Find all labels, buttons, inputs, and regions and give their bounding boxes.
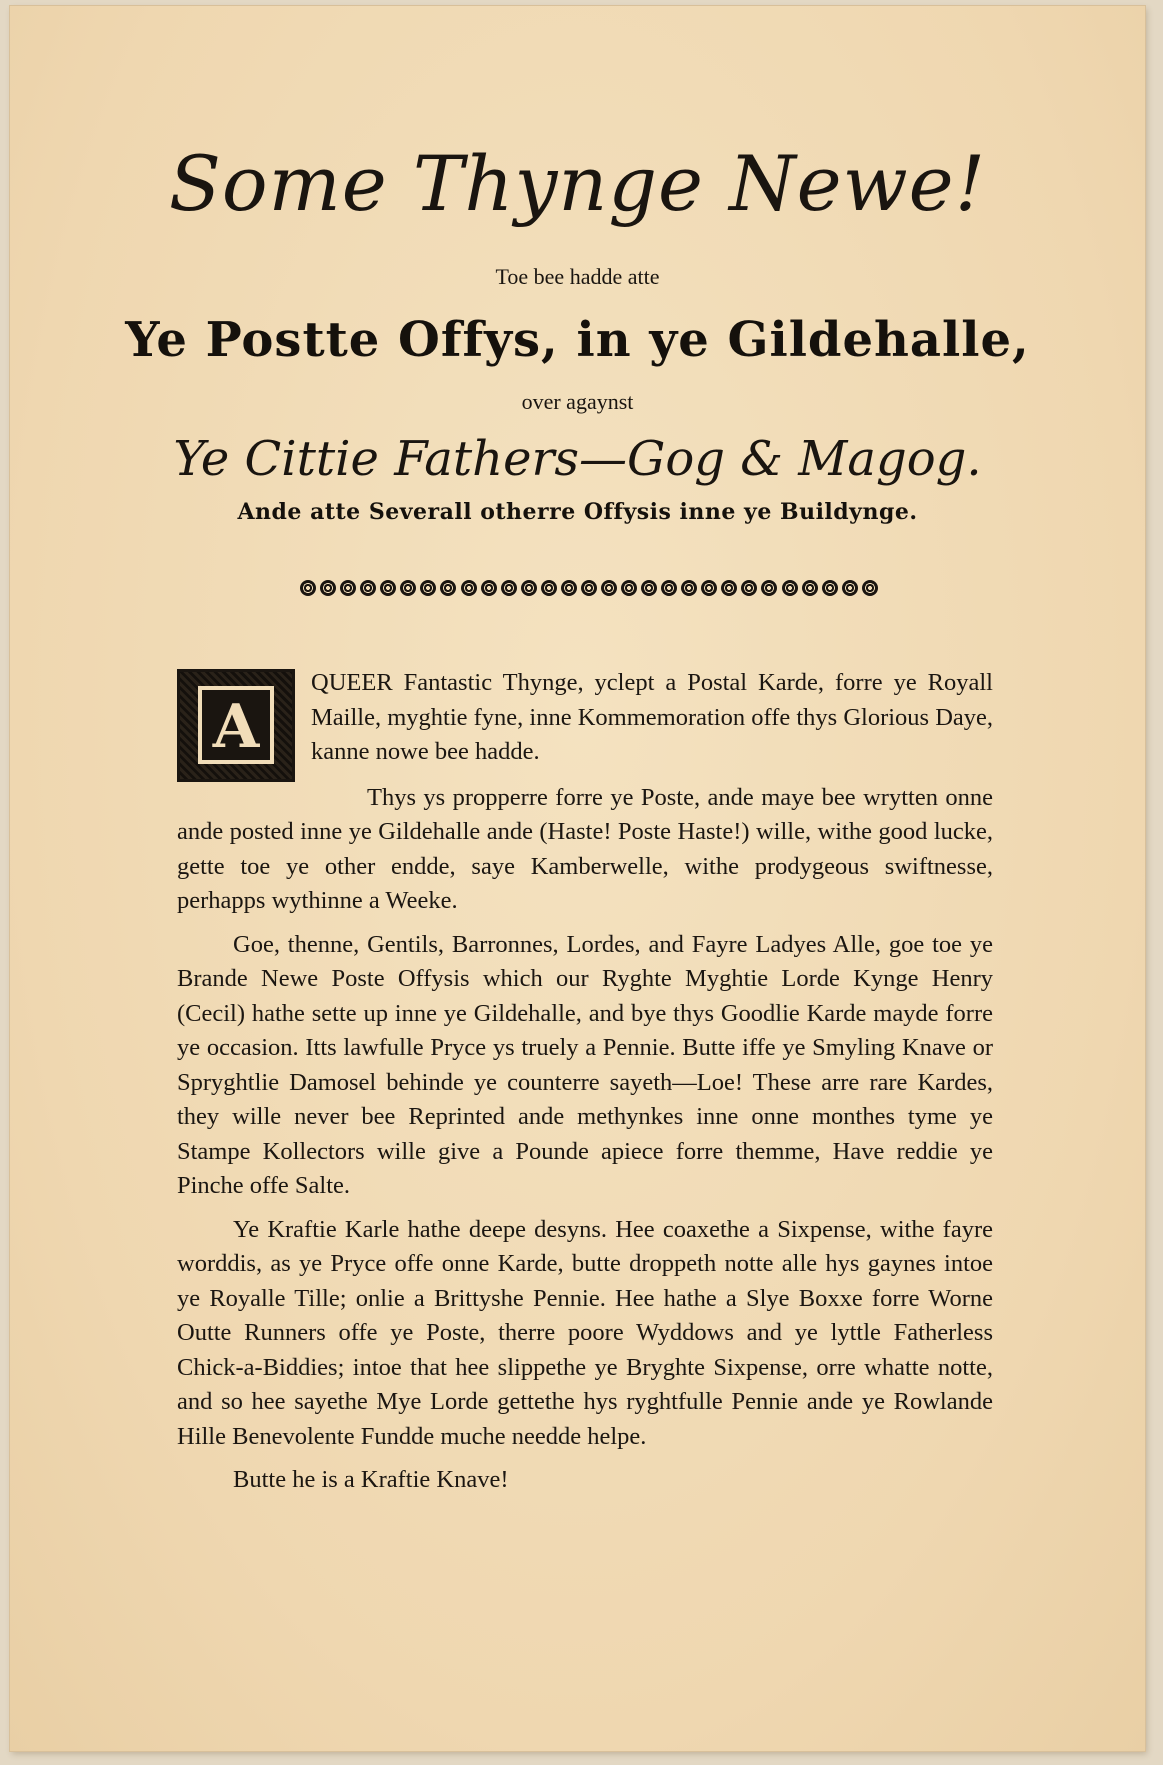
decorated-initial-icon — [177, 669, 295, 782]
ornament-ring-icon — [822, 580, 838, 596]
over-against-line: over agaynst — [521, 389, 634, 414]
post-office-location: Ye Postte Offys, in ye Gildehalle, — [125, 312, 1030, 368]
ornament-ring-icon — [521, 580, 537, 596]
ornament-ring-icon — [320, 580, 336, 596]
ornament-ring-icon — [501, 580, 517, 596]
decorated-initial-letter: A — [212, 692, 260, 762]
ornament-ring-icon — [561, 580, 577, 596]
ornament-ring-icon — [420, 580, 436, 596]
ornament-ring-icon — [481, 580, 497, 596]
ornament-ring-icon — [300, 580, 316, 596]
ornament-ring-icon — [701, 580, 717, 596]
ornament-ring-icon — [340, 580, 356, 596]
ornament-ring-icon — [782, 580, 798, 596]
ornament-ring-icon — [842, 580, 858, 596]
ornament-ring-icon — [601, 580, 617, 596]
ornament-ring-icon — [862, 580, 878, 596]
closing-line: Butte he is a Kraftie Knave! — [233, 1466, 509, 1493]
paragraph-1 — [177, 666, 993, 770]
handbill-sheet — [10, 6, 1145, 1751]
ornament-ring-icon — [681, 580, 697, 596]
paragraph-1-text: QUEER Fantastic Thynge, yclept a Postal Karde, forre ye Royall Maille, myghtie fyne, inne Kommemoration offe thys Glorious Daye, kanne nowe bee hadde. — [311, 669, 994, 765]
ornament-ring-icon — [541, 580, 557, 596]
handbill-body — [177, 666, 993, 1507]
paragraph-3: Goe, thenne, Gentils, Barronnes, Lordes, and Fayre Ladyes Alle, goe toe ye Brande Newe Poste Offysis which our Ryghte Myghtie Lorde Kynge Henry (Cecil) hathe sette up inne ye Gildehalle, and bye thys Goodlie Karde mayde forre ye occasion. Itts lawfulle Pryce ys truely a Pennie. Butte iffe ye Smyling Knave or Spryghtlie Damosel behinde ye counterre sayeth—Loe! These arre rare Kardes, they wille never bee Reprinted ande methynkes inne onne monthes tyme ye Stampe Kollectors wille give a Pounde apiece forre themme, Have reddie ye Pinche offe Salte. — [177, 930, 993, 1199]
ornament-ring-icon — [581, 580, 597, 596]
ornament-ring-icon — [400, 580, 416, 596]
ornament-ring-icon — [440, 580, 456, 596]
ornament-ring-icon — [721, 580, 737, 596]
availability-line: Toe bee hadde atte — [495, 264, 660, 289]
ornament-ring-icon — [360, 580, 376, 596]
ornament-ring-icon — [741, 580, 757, 596]
ornament-ring-icon — [641, 580, 657, 596]
handbill-title: Some Thynge Newe! — [168, 139, 987, 228]
city-fathers-line: Ye Cittie Fathers—Gog & Magog. — [173, 431, 982, 487]
several-offices-line: Ande atte Severall otherre Offysis inne ye Buildynge. — [237, 499, 918, 525]
ornament-ring-icon — [761, 580, 777, 596]
ornament-ring-icon — [461, 580, 477, 596]
ornament-ring-icon — [380, 580, 396, 596]
paragraph-2: Thys ys propperre forre ye Poste, ande maye bee wrytten onne ande posted inne ye Gildehalle ande (Haste! Poste Haste!) wille, withe good lucke, gette toe ye other endde, saye Kamberwelle, withe prodygeous swiftnesse, perhapps wythinne a Weeke. — [177, 783, 993, 914]
paragraph-4: Ye Kraftie Karle hathe deepe desyns. Hee coaxethe a Sixpense, withe fayre worddis, as ye Pryce offe onne Karde, butte droppeth notte alle hys gaynes intoe ye Royalle Tille; onlie a Brittyshe Pennie. Hee hathe a Slye Boxxe forre Worne Outte Runners offe ye Poste, therre poore Wyddows and ye lyttle Fatherless Chick-a-Biddies; intoe that hee slippethe ye Bryghte Sixpense, orre whatte notte, and so hee sayethe Mye Lorde gettethe hys ryghtfulle Pennie ande ye Rowlande Hille Benevolente Fundde muche needde helpe. — [177, 1215, 993, 1450]
ornament-ring-icon — [661, 580, 677, 596]
ornament-ring-icon — [621, 580, 637, 596]
ornamental-divider — [300, 580, 878, 598]
ornament-ring-icon — [802, 580, 818, 596]
